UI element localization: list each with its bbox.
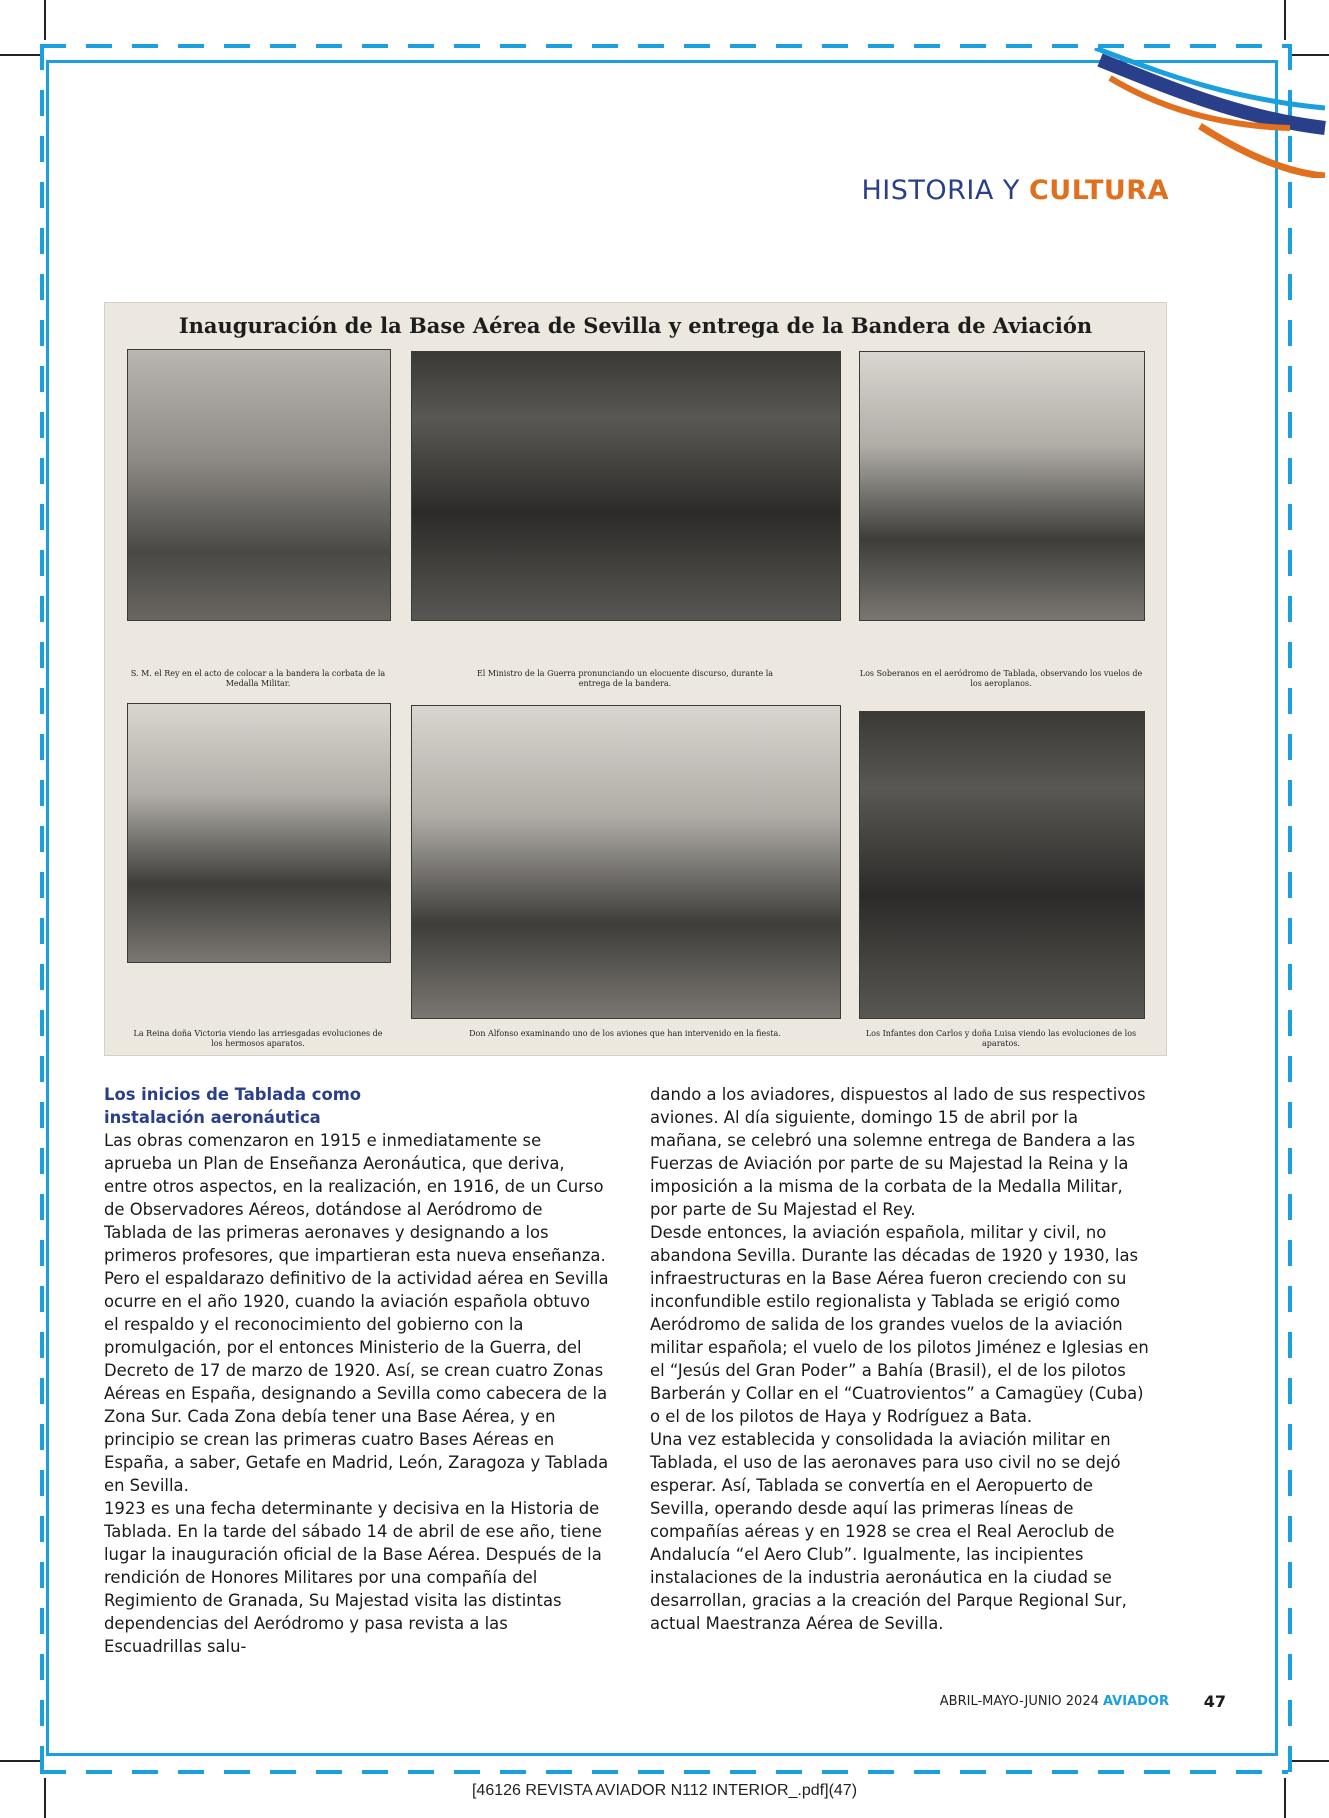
- caption: Don Alfonso examinando uno de los aviones que han intervenido en la fiesta.: [469, 1029, 781, 1038]
- frame-solid-right: [1275, 60, 1278, 1756]
- crop-mark: [0, 1760, 40, 1762]
- frame-dashed-bottom: [40, 1770, 1288, 1774]
- paragraph: Las obras comenzaron en 1915 e inmediatamente se aprueba un Plan de Enseñanza Aeronáutica, que deriva, entre otros aspectos, en la realización, en 1916, de un Curso de Observadores Aéreos, dotándose al Aeródromo de Tablada de las primeras aeronaves y designando a los primeros profesores, que impartieran esta nueva enseñanza.: [104, 1131, 606, 1265]
- photo-minister-speech: [411, 351, 841, 621]
- caption: Los Infantes don Carlos y doña Luisa viendo las evoluciones de los aparatos.: [865, 1029, 1137, 1048]
- scan-title: Inauguración de la Base Aérea de Sevilla y entrega de la Bandera de Aviación: [178, 313, 1093, 338]
- paragraph: Desde entonces, la aviación española, militar y civil, no abandona Sevilla. Durante las décadas de 1920 y 1930, las infraestructuras en la Base Aérea fueron creciendo con su inconfundible estilo regionalista y Tablada se erigió como Aeródromo de salida de los grandes vuelos de la aviación militar española; el vuelo de los pilotos Jiménez e Iglesias en el “Jesús del Gran Poder” a Bahía (Brasil), el de los pilotos Barberán y Collar en el “Cuatrovientos” a Camagüey (Cuba) o el de los pilotos de Haya y Rodríguez a Bata.: [650, 1223, 1149, 1426]
- photo-alfonso-aircraft: [411, 705, 841, 1019]
- frame-solid-left: [46, 60, 49, 1756]
- article-column-2: [650, 1083, 1155, 1635]
- caption: Los Soberanos en el aeródromo de Tablada, observando los vuelos de los aeroplanos.: [859, 669, 1143, 688]
- article-heading: Los inicios de Tablada como instalación aeronáutica: [104, 1085, 362, 1127]
- paragraph: 1923 es una fecha determinante y decisiva en la Historia de Tablada. En la tarde del sábado 14 de abril de ese año, tiene lugar la inauguración oficial de la Base Aérea. Después de la rendición de Honores Militares por una compañía del Regimiento de Granada, Su Majestad visita las distintas dependencias del Aeródromo y pasa revista a las Escuadrillas salu-: [104, 1499, 602, 1656]
- frame-dashed-left: [40, 44, 44, 1790]
- paragraph: Pero el espaldarazo definitivo de la actividad aérea en Sevilla ocurre en el año 1920, cuando la aviación española obtuvo el respaldo y el reconocimiento del gobierno con la promulgación, por el entonces Ministerio de la Guerra, del Decreto de 17 de marzo de 1920. Así, se crean cuatro Zonas Aéreas en España, designando a Sevilla como cabecera de la Zona Sur. Cada Zona debía tener una Base Aérea, y en principio se crean las primeras cuatro Bases Aéreas en España, a saber, Getafe en Madrid, León, Zaragoza y Tablada en Sevilla.: [104, 1269, 609, 1495]
- crop-mark: [44, 0, 46, 40]
- magazine-brand: AVIADOR: [1103, 1694, 1169, 1709]
- scanned-newspaper-page: [104, 302, 1167, 1056]
- photo-infantes-watching: [859, 711, 1145, 1019]
- frame-solid-bottom: [46, 1753, 1278, 1756]
- footer-issue: [940, 1694, 1169, 1709]
- file-label: [46126 REVISTA AVIADOR N112 INTERIOR_.pdf](47): [471, 1782, 858, 1799]
- issue-date: ABRIL-MAYO-JUNIO 2024: [939, 1694, 1103, 1709]
- caption: S. M. el Rey en el acto de colocar a la bandera la corbata de la Medalla Militar.: [130, 669, 386, 688]
- section-title: [861, 175, 1169, 206]
- photo-queen-watching: [127, 703, 391, 963]
- crop-mark: [1284, 0, 1286, 40]
- caption: El Ministro de la Guerra pronunciando un elocuente discurso, durante la entrega de la bandera.: [476, 669, 774, 688]
- paragraph: dando a los aviadores, dispuestos al lado de sus respectivos aviones. Al día siguiente, domingo 15 de abril por la mañana, se celebró una solemne entrega de Bandera a las Fuerzas de Aviación por parte de su Majestad la Reina y la imposición a la misma de la corbata de la Medalla Militar, por parte de Su Majestad el Rey.: [650, 1085, 1146, 1219]
- section-title-part1: HISTORIA Y: [861, 175, 1029, 206]
- brand-swoosh-icon: [1090, 48, 1329, 178]
- photo-king-flag: [127, 349, 391, 621]
- article-column-1: [104, 1083, 609, 1658]
- caption: La Reina doña Victoria viendo las arriesgadas evoluciones de los hermosos aparatos.: [133, 1029, 383, 1048]
- photo-sovereigns-aerodrome: [859, 351, 1145, 621]
- page-number: 47: [1203, 1692, 1226, 1711]
- section-title-part2: CULTURA: [1028, 175, 1169, 206]
- paragraph: Una vez establecida y consolidada la aviación militar en Tablada, el uso de las aeronaves para uso civil no se dejó esperar. Así, Tablada se convertía en el Aeropuerto de Sevilla, operando desde aquí las primeras líneas de compañías aéreas y en 1928 se crea el Real Aeroclub de Andalucía “el Aero Club”. Igualmente, las incipientes instalaciones de la industria aeronáutica en la ciudad se desarrollan, gracias a la creación del Parque Regional Sur, actual Maestranza Aérea de Sevilla.: [650, 1430, 1127, 1633]
- crop-mark: [1290, 1760, 1329, 1762]
- crop-mark: [0, 54, 40, 56]
- frame-dashed-right: [1288, 44, 1292, 1790]
